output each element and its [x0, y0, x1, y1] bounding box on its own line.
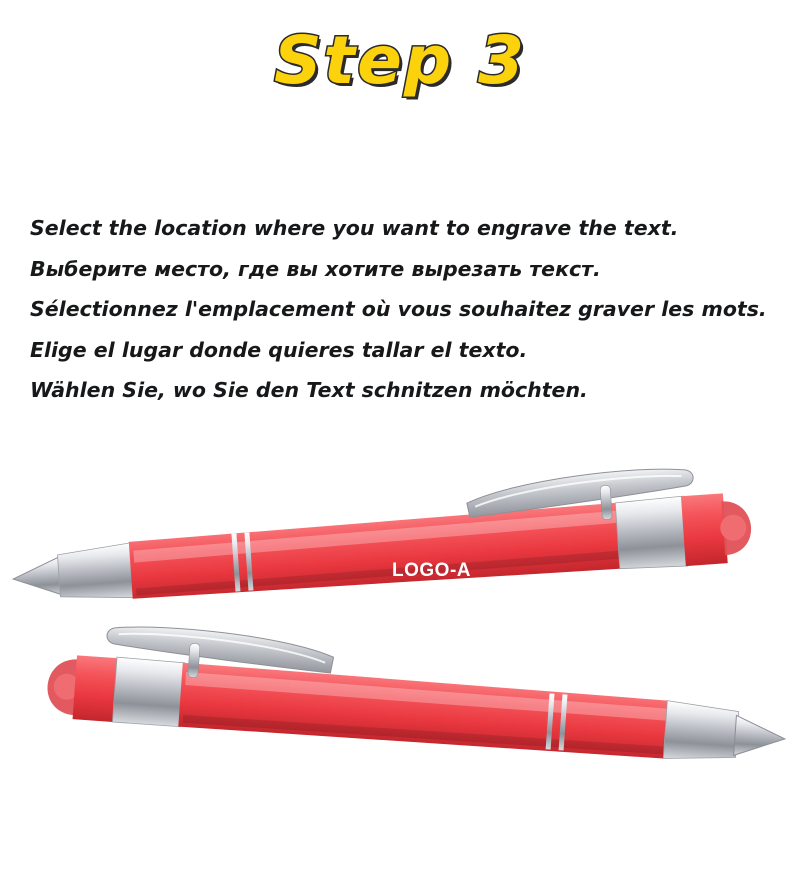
- pen-image-logo-a[interactable]: [0, 460, 800, 640]
- pen-a-svg: [0, 460, 800, 640]
- step-title-container: [0, 22, 800, 99]
- page-title: Step 3: [274, 22, 526, 99]
- instruction-line-de: Wählen Sie, wo Sie den Text schnitzen möchten.: [30, 378, 588, 402]
- pen-illustrations: [0, 440, 800, 887]
- pen-d-logo-label: LOGO-D: [337, 866, 416, 887]
- pen-d-svg: [0, 620, 800, 800]
- instruction-line-ru: Выберите место, где вы хотите вырезать текст.: [30, 256, 601, 281]
- instruction-line-es: Elige el lugar donde quieres tallar el texto.: [30, 337, 528, 362]
- instruction-list: [30, 218, 790, 421]
- pen-image-logo-d[interactable]: [0, 620, 800, 887]
- pen-a-logo-label: LOGO-A: [392, 560, 471, 581]
- instruction-line-fr: Sélectionnez l'emplacement où vous souhaitez graver les mots.: [30, 297, 767, 321]
- instruction-line-en: Select the location where you want to engrave the text.: [30, 216, 679, 240]
